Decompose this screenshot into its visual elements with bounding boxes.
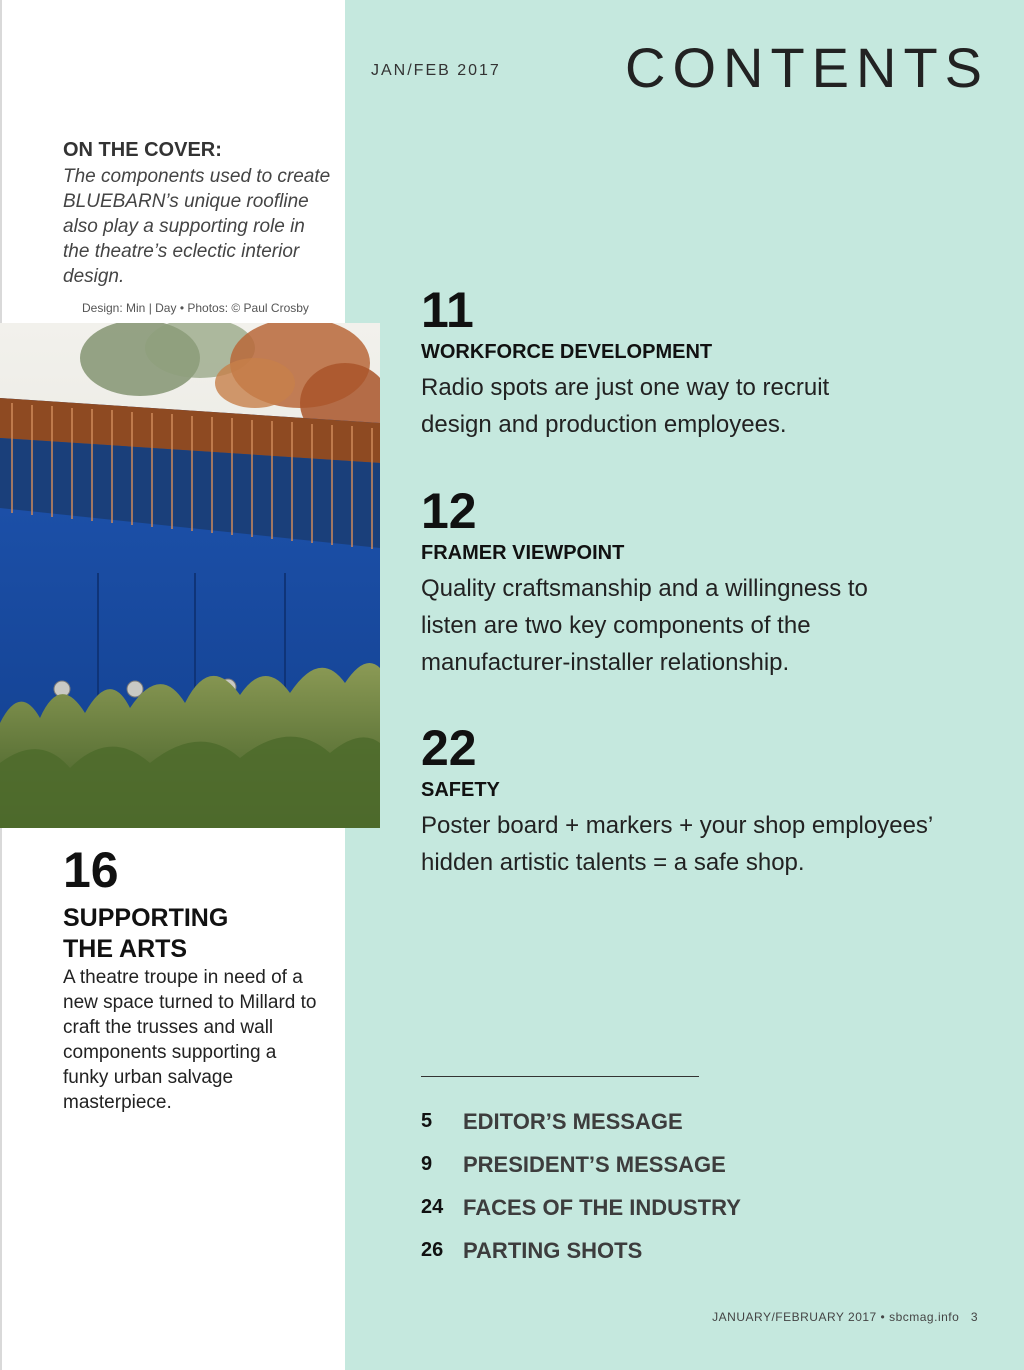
article-heading: WORKFORCE DEVELOPMENT <box>421 341 713 363</box>
department-presidents-message[interactable] <box>421 1143 981 1186</box>
article-safety[interactable] <box>421 721 981 881</box>
article-page-number: 11 <box>421 282 474 338</box>
article-page-number: 22 <box>421 720 477 776</box>
department-page-number: 24 <box>421 1196 444 1218</box>
department-faces-of-the-industry[interactable] <box>421 1186 981 1229</box>
cover-heading: ON THE COVER: <box>63 139 222 161</box>
departments-divider <box>421 1076 699 1077</box>
feature-description: A theatre troupe in need of a new space turned to Millard to craft the trusses and wall components supporting a funky urban salvage masterpiece. <box>63 967 317 1113</box>
department-page-number: 26 <box>421 1239 444 1261</box>
department-label: FACES OF THE INDUSTRY <box>463 1194 741 1220</box>
feature-heading: SUPPORTING THE ARTS <box>63 904 229 963</box>
article-description: Radio spots are just one way to recruit design and production employees. <box>421 374 830 438</box>
photo-credit: Design: Min | Day • Photos: © Paul Crosby <box>82 301 309 315</box>
page-title: CONTENTS <box>625 36 989 99</box>
article-description: Quality craftsmanship and a willingness to listen are two key components of the manufacturer-installer relationship. <box>421 575 868 676</box>
article-heading: SAFETY <box>421 779 500 801</box>
footer-text: JANUARY/FEBRUARY 2017 • sbcmag.info <box>712 1310 960 1324</box>
page-footer <box>712 1310 978 1324</box>
feature-page-number: 16 <box>63 842 119 898</box>
cover-text: The components used to create BLUEBARN’s unique roofline also play a supporting role in the theatre’s eclectic interior design. <box>63 166 331 287</box>
department-page-number: 5 <box>421 1110 433 1132</box>
article-workforce-development[interactable] <box>421 283 981 443</box>
article-description: Poster board + markers + your shop employees’ hidden artistic talents = a safe shop. <box>421 812 933 876</box>
department-parting-shots[interactable] <box>421 1229 981 1272</box>
article-page-number: 12 <box>421 483 477 539</box>
department-label: PRESIDENT’S MESSAGE <box>463 1151 726 1177</box>
cover-caption <box>63 138 333 289</box>
department-editors-message[interactable] <box>421 1100 981 1143</box>
issue-date: JAN/FEB 2017 <box>371 62 501 79</box>
department-page-number: 9 <box>421 1153 433 1175</box>
article-framer-viewpoint[interactable] <box>421 484 981 681</box>
departments-list <box>421 1100 981 1272</box>
department-label: EDITOR’S MESSAGE <box>463 1108 683 1134</box>
cover-photo <box>0 323 380 828</box>
article-heading: FRAMER VIEWPOINT <box>421 542 625 564</box>
page-number: 3 <box>970 1310 978 1324</box>
feature-supporting-the-arts[interactable] <box>63 843 323 1115</box>
department-label: PARTING SHOTS <box>463 1237 643 1263</box>
